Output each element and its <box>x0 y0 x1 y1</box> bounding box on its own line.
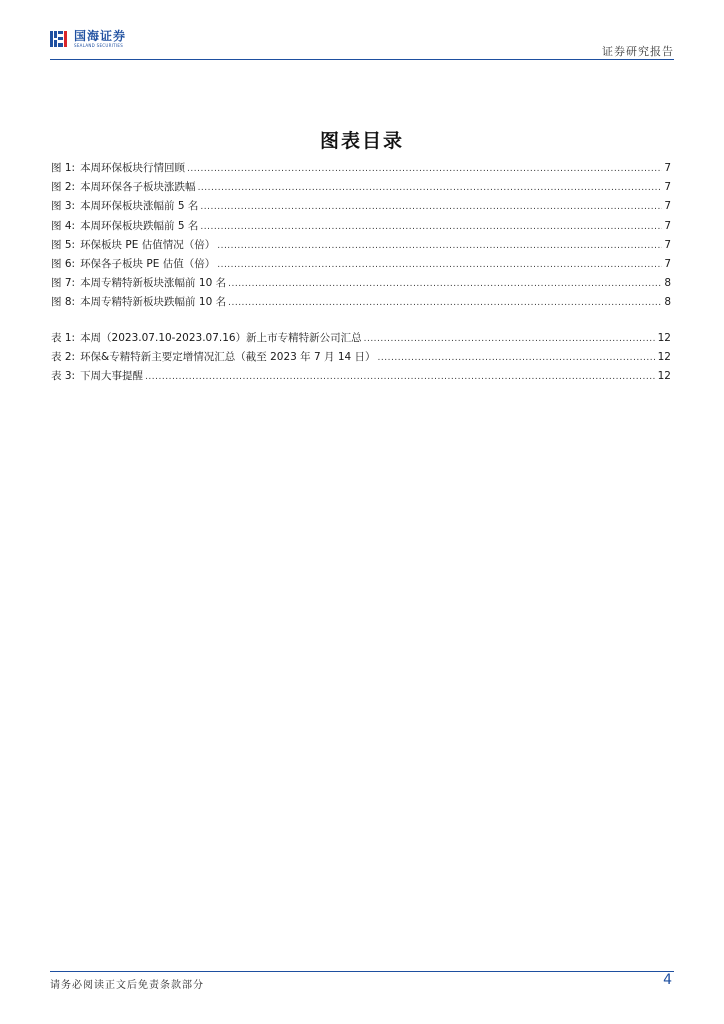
page-header <box>50 29 674 61</box>
entry-page-number: 8 <box>664 296 671 309</box>
entry-title: 环保&专精特新主要定增情况汇总（截至 2023 年 7 月 14 日） <box>80 351 376 364</box>
entry-title: 本周环保板块行情回顾 <box>80 162 186 174</box>
dot-leader <box>200 202 662 212</box>
page-number: 4 <box>663 972 672 988</box>
header-divider <box>50 59 674 60</box>
entry-page-number: 7 <box>664 162 671 174</box>
disclaimer-note: 请务必阅读正文后免责条款部分 <box>50 980 204 991</box>
entry-label: 图 1: <box>51 162 76 174</box>
entry-page-number: 7 <box>664 257 671 270</box>
dot-leader <box>364 334 656 344</box>
dot-leader <box>378 353 656 363</box>
dot-leader <box>200 222 662 232</box>
entry-page-number: 12 <box>657 332 671 344</box>
entry-label: 图 8: <box>51 296 76 309</box>
entry-label: 图 2: <box>51 181 76 194</box>
table-list <box>51 330 671 388</box>
figure-entry[interactable] <box>51 294 671 313</box>
page-title: 图表目录 <box>319 130 404 152</box>
dot-leader <box>198 183 663 193</box>
dot-leader <box>228 279 662 289</box>
entry-title: 本周专精特新板块涨幅前 10 名 <box>80 277 227 290</box>
figure-entry[interactable] <box>51 237 671 256</box>
entry-label: 图 7: <box>51 277 76 290</box>
dot-leader <box>145 372 656 382</box>
entry-title: 本周环保各子板块涨跌幅 <box>80 181 196 194</box>
entry-label: 图 6: <box>51 257 76 270</box>
table-entry[interactable] <box>51 368 671 387</box>
dot-leader <box>228 298 662 308</box>
logo-name-cn: 国海证券 <box>74 28 127 43</box>
footer-divider <box>50 971 674 972</box>
entry-page-number: 7 <box>664 181 671 194</box>
figure-entry[interactable] <box>51 256 671 275</box>
dot-leader <box>187 164 662 174</box>
entry-title: 本周专精特新板块跌幅前 10 名 <box>80 296 227 309</box>
entry-title: 本周环保板块涨幅前 5 名 <box>80 200 199 213</box>
logo-name-en: SEALAND SECURITIES <box>74 42 124 48</box>
entry-label: 表 2: <box>51 351 76 364</box>
figure-entry[interactable] <box>51 218 671 237</box>
entry-title: 环保各子板块 PE 估值（倍） <box>80 257 216 270</box>
company-logo <box>50 29 126 49</box>
entry-title: 本周（2023.07.10-2023.07.16）新上市专精特新公司汇总 <box>80 332 362 344</box>
figure-entry[interactable] <box>51 275 671 294</box>
figure-entry[interactable] <box>51 179 671 198</box>
entry-title: 下周大事提醒 <box>80 370 144 383</box>
entry-label: 图 3: <box>51 200 76 213</box>
entry-page-number: 8 <box>664 277 671 290</box>
table-entry[interactable] <box>51 330 671 349</box>
entry-label: 表 3: <box>51 370 76 383</box>
table-entry[interactable] <box>51 349 671 368</box>
entry-title: 环保板块 PE 估值情况（倍） <box>80 238 216 251</box>
figure-list <box>51 160 671 314</box>
dot-leader <box>217 260 662 270</box>
entry-title: 本周环保板块跌幅前 5 名 <box>80 219 199 232</box>
figure-entry[interactable] <box>51 198 671 217</box>
logo-mark-icon <box>50 29 70 49</box>
entry-page-number: 7 <box>664 238 671 251</box>
entry-page-number: 12 <box>657 351 671 364</box>
dot-leader <box>217 241 662 251</box>
entry-label: 图 5: <box>51 238 76 251</box>
figure-entry[interactable] <box>51 160 671 179</box>
entry-label: 表 1: <box>51 332 76 344</box>
report-type-label: 证券研究报告 <box>602 45 674 58</box>
entry-page-number: 7 <box>664 219 671 232</box>
entry-page-number: 12 <box>657 370 671 383</box>
entry-page-number: 7 <box>664 200 671 213</box>
entry-label: 图 4: <box>51 219 76 232</box>
